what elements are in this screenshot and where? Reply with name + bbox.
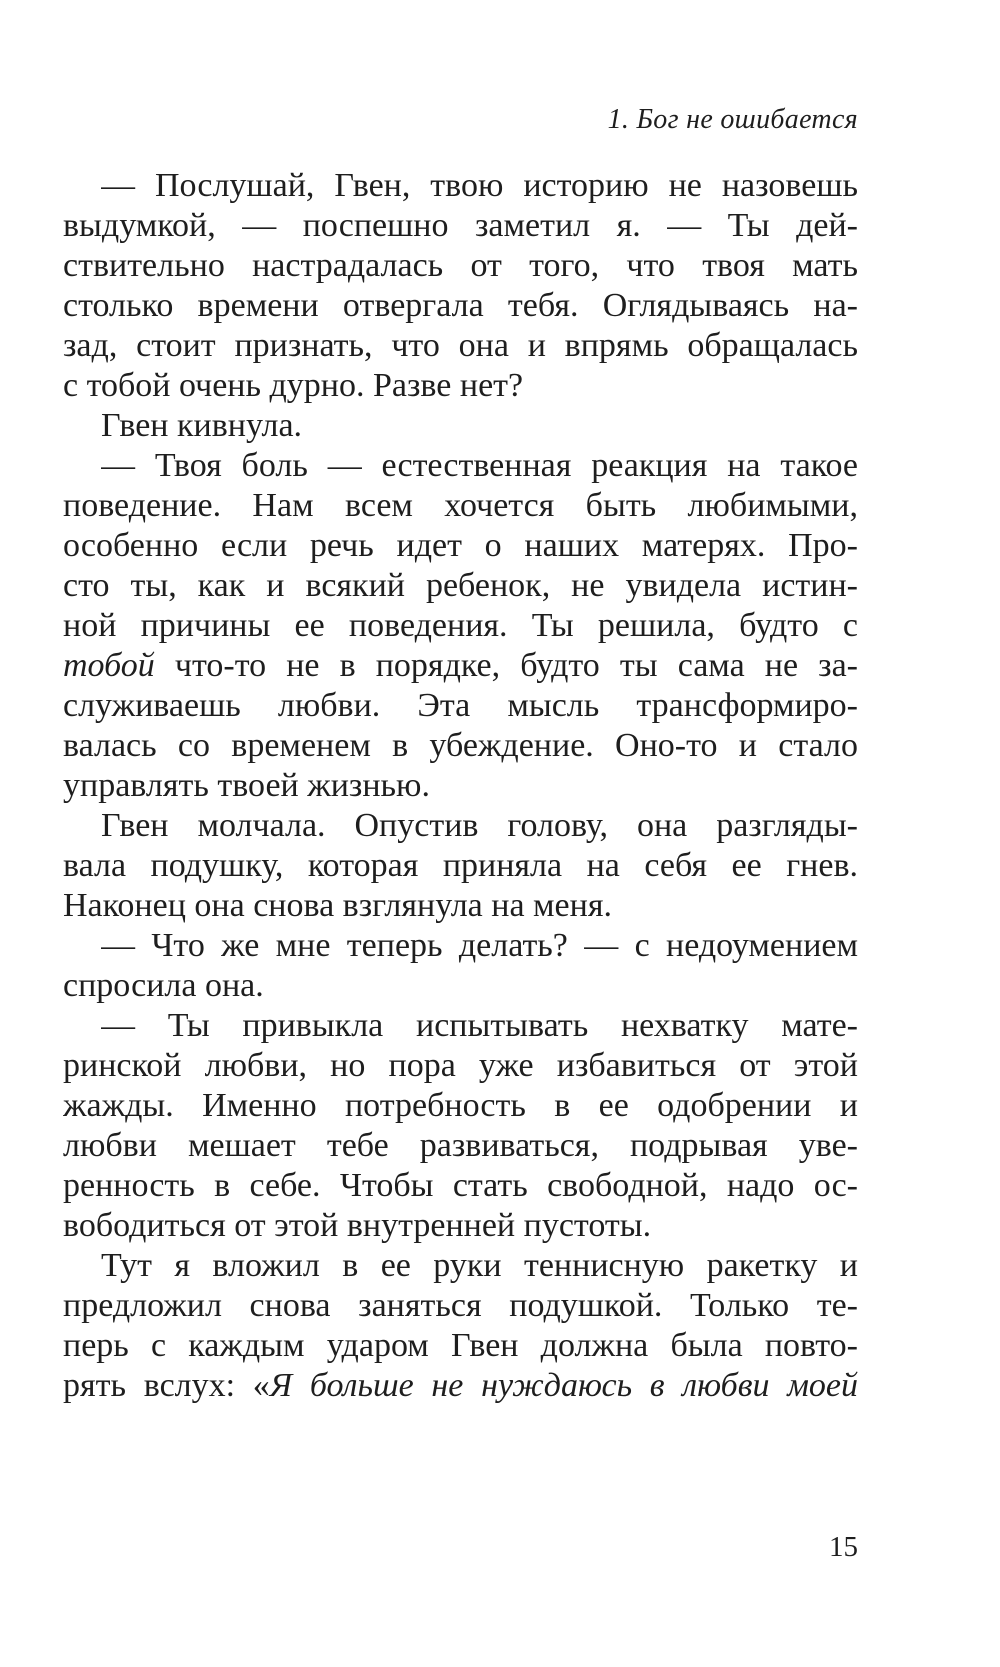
text-line: спросила она. xyxy=(63,967,264,1004)
text-line: Тут я вложил в ее руки теннисную ракетку и xyxy=(101,1247,858,1284)
text-line: валась со временем в убеждение. Оно-то и стало xyxy=(63,727,858,764)
text-line: поведение. Нам всем хочется быть любимыми, xyxy=(63,487,858,524)
emphasis: тобой xyxy=(63,647,155,684)
text-line: — Что же мне теперь делать? — с недоумением xyxy=(101,927,858,964)
text-line: Гвен молчала. Опустив голову, она разгляды- xyxy=(101,807,858,844)
text-line: выдумкой, — поспешно заметил я. — Ты дей- xyxy=(63,207,858,244)
text-line: вала подушку, которая приняла на себя ее гнев. xyxy=(63,847,858,884)
text-line: особенно если речь идет о наших матерях. Про- xyxy=(63,527,858,564)
text-line: любви мешает тебе развиваться, подрывая уве- xyxy=(63,1127,858,1164)
text-line: Наконец она снова взглянула на меня. xyxy=(63,887,612,924)
text-line: управлять твоей жизнью. xyxy=(63,767,430,804)
running-head: 1. Бог не ошибается xyxy=(607,104,858,135)
text-line: с тобой очень дурно. Разве нет? xyxy=(63,367,524,404)
text-line-start: рять вслух: « xyxy=(63,1367,270,1404)
text-line: жажды. Именно потребность в ее одобрении и xyxy=(63,1087,858,1124)
text-line: служиваешь любви. Эта мысль трансформиро- xyxy=(63,687,858,724)
text-line: ствительно настрадалась от того, что твоя мать xyxy=(63,247,858,284)
text-line: перь с каждым ударом Гвен должна была повто- xyxy=(63,1327,858,1364)
text-line: сто ты, как и всякий ребенок, не увидела истин- xyxy=(63,567,858,604)
text-line: ной причины ее поведения. Ты решила, будто с xyxy=(63,607,858,644)
text-line: зад, стоит признать, что она и впрямь обращалась xyxy=(63,327,858,364)
text-line: вободиться от этой внутренней пустоты. xyxy=(63,1207,652,1244)
page-number: 15 xyxy=(829,1531,858,1563)
text-line: — Ты привыкла испытывать нехватку мате- xyxy=(101,1007,858,1044)
text-line: ринской любви, но пора уже избавиться от этой xyxy=(63,1047,858,1084)
text-line: столько времени отвергала тебя. Оглядываясь на- xyxy=(63,287,858,324)
text-line xyxy=(63,1366,858,1406)
text-line-rest: что-то не в порядке, будто ты сама не за- xyxy=(154,647,858,684)
text-line: Гвен кивнула. xyxy=(101,407,303,444)
text-line: ренность в себе. Чтобы стать свободной, надо ос- xyxy=(63,1167,858,1204)
text-line: — Послушай, Гвен, твою историю не назовешь xyxy=(101,167,858,204)
text-line: — Твоя боль — естественная реакция на такое xyxy=(101,447,858,484)
text-line: предложил снова заняться подушкой. Только те- xyxy=(63,1287,858,1324)
emphasis: Я больше не нуждаюсь в любви моей xyxy=(269,1367,858,1404)
text-line xyxy=(63,646,858,686)
